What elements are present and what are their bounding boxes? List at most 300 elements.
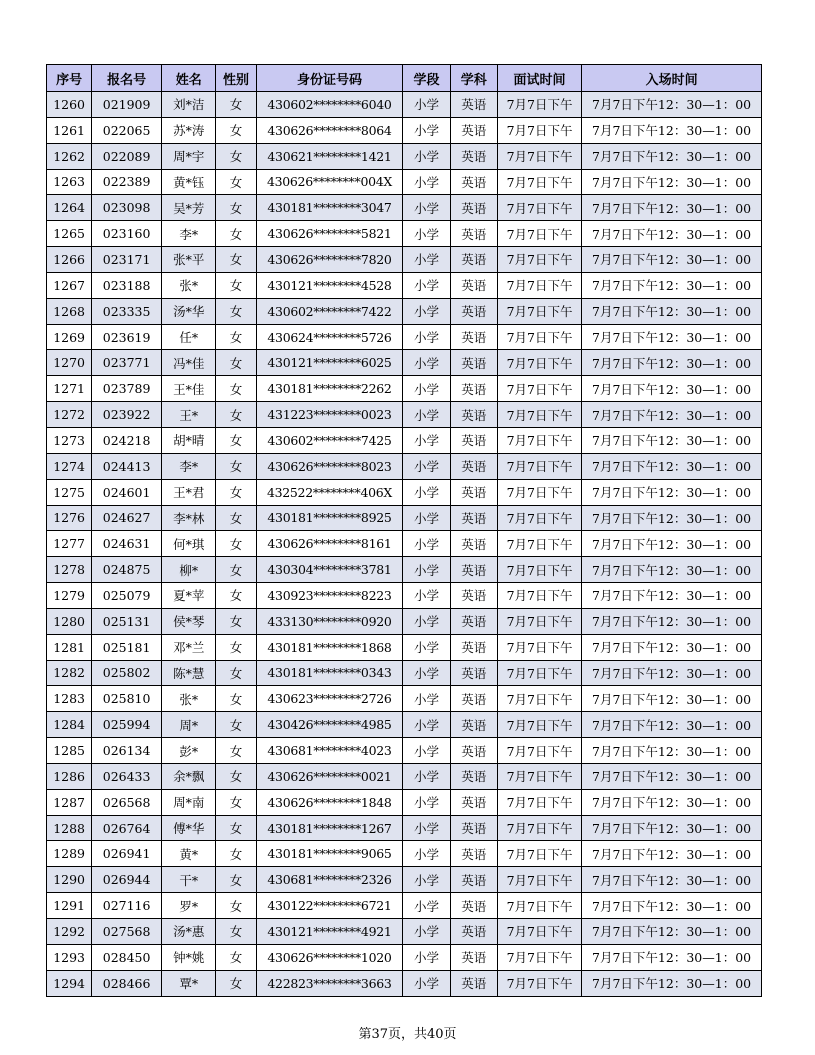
cell-gender: 女 bbox=[216, 221, 256, 247]
cell-subject: 英语 bbox=[450, 479, 497, 505]
cell-entry-time: 7月7日下午12：30—1：00 bbox=[582, 479, 762, 505]
cell-school-level: 小学 bbox=[403, 221, 450, 247]
cell-interview-time: 7月7日下午 bbox=[497, 763, 581, 789]
cell-name: 任* bbox=[162, 324, 216, 350]
cell-interview-time: 7月7日下午 bbox=[497, 531, 581, 557]
cell-reg-no: 028466 bbox=[92, 970, 162, 996]
cell-id-number: 430626********1020 bbox=[256, 944, 403, 970]
header-entry-time: 入场时间 bbox=[582, 65, 762, 92]
cell-entry-time: 7月7日下午12：30—1：00 bbox=[582, 660, 762, 686]
cell-seq: 1271 bbox=[47, 376, 92, 402]
cell-interview-time: 7月7日下午 bbox=[497, 453, 581, 479]
table-row bbox=[47, 712, 762, 738]
cell-id-number: 430626********8064 bbox=[256, 117, 403, 143]
cell-name: 覃* bbox=[162, 970, 216, 996]
cell-interview-time: 7月7日下午 bbox=[497, 583, 581, 609]
cell-id-number: 422823********3663 bbox=[256, 970, 403, 996]
cell-seq: 1263 bbox=[47, 169, 92, 195]
cell-id-number: 430602********6040 bbox=[256, 92, 403, 118]
cell-interview-time: 7月7日下午 bbox=[497, 867, 581, 893]
cell-reg-no: 025181 bbox=[92, 634, 162, 660]
cell-gender: 女 bbox=[216, 919, 256, 945]
cell-entry-time: 7月7日下午12：30—1：00 bbox=[582, 893, 762, 919]
table-row bbox=[47, 634, 762, 660]
table-row bbox=[47, 867, 762, 893]
cell-entry-time: 7月7日下午12：30—1：00 bbox=[582, 117, 762, 143]
cell-reg-no: 023619 bbox=[92, 324, 162, 350]
cell-reg-no: 025079 bbox=[92, 583, 162, 609]
cell-gender: 女 bbox=[216, 427, 256, 453]
cell-reg-no: 023922 bbox=[92, 402, 162, 428]
cell-entry-time: 7月7日下午12：30—1：00 bbox=[582, 841, 762, 867]
cell-gender: 女 bbox=[216, 92, 256, 118]
cell-name: 何*琪 bbox=[162, 531, 216, 557]
cell-reg-no: 027116 bbox=[92, 893, 162, 919]
cell-id-number: 430681********2326 bbox=[256, 867, 403, 893]
table-row bbox=[47, 169, 762, 195]
cell-name: 李* bbox=[162, 453, 216, 479]
cell-subject: 英语 bbox=[450, 634, 497, 660]
cell-entry-time: 7月7日下午12：30—1：00 bbox=[582, 350, 762, 376]
cell-reg-no: 024627 bbox=[92, 505, 162, 531]
cell-reg-no: 024413 bbox=[92, 453, 162, 479]
cell-interview-time: 7月7日下午 bbox=[497, 970, 581, 996]
header-reg-no: 报名号 bbox=[92, 65, 162, 92]
cell-interview-time: 7月7日下午 bbox=[497, 944, 581, 970]
cell-seq: 1289 bbox=[47, 841, 92, 867]
cell-id-number: 433130********0920 bbox=[256, 608, 403, 634]
header-row bbox=[47, 65, 762, 92]
table-row bbox=[47, 893, 762, 919]
cell-name: 冯*佳 bbox=[162, 350, 216, 376]
cell-reg-no: 028450 bbox=[92, 944, 162, 970]
cell-gender: 女 bbox=[216, 247, 256, 273]
cell-id-number: 430122********6721 bbox=[256, 893, 403, 919]
cell-interview-time: 7月7日下午 bbox=[497, 505, 581, 531]
table-row bbox=[47, 195, 762, 221]
cell-name: 汤*华 bbox=[162, 298, 216, 324]
cell-gender: 女 bbox=[216, 738, 256, 764]
cell-gender: 女 bbox=[216, 660, 256, 686]
cell-id-number: 430181********8925 bbox=[256, 505, 403, 531]
cell-gender: 女 bbox=[216, 195, 256, 221]
cell-seq: 1265 bbox=[47, 221, 92, 247]
cell-gender: 女 bbox=[216, 867, 256, 893]
cell-gender: 女 bbox=[216, 686, 256, 712]
table-row bbox=[47, 557, 762, 583]
cell-interview-time: 7月7日下午 bbox=[497, 298, 581, 324]
cell-school-level: 小学 bbox=[403, 944, 450, 970]
table-row bbox=[47, 92, 762, 118]
cell-school-level: 小学 bbox=[403, 117, 450, 143]
cell-school-level: 小学 bbox=[403, 583, 450, 609]
cell-interview-time: 7月7日下午 bbox=[497, 919, 581, 945]
cell-gender: 女 bbox=[216, 712, 256, 738]
cell-entry-time: 7月7日下午12：30—1：00 bbox=[582, 272, 762, 298]
cell-seq: 1261 bbox=[47, 117, 92, 143]
cell-id-number: 430626********004X bbox=[256, 169, 403, 195]
table-row bbox=[47, 583, 762, 609]
table-body bbox=[47, 92, 762, 997]
cell-subject: 英语 bbox=[450, 453, 497, 479]
cell-subject: 英语 bbox=[450, 350, 497, 376]
cell-name: 陈*慧 bbox=[162, 660, 216, 686]
header-id-number: 身份证号码 bbox=[256, 65, 403, 92]
cell-name: 刘*洁 bbox=[162, 92, 216, 118]
cell-name: 黄*钰 bbox=[162, 169, 216, 195]
cell-id-number: 430121********6025 bbox=[256, 350, 403, 376]
cell-interview-time: 7月7日下午 bbox=[497, 738, 581, 764]
cell-seq: 1293 bbox=[47, 944, 92, 970]
table-row bbox=[47, 272, 762, 298]
cell-school-level: 小学 bbox=[403, 402, 450, 428]
cell-seq: 1274 bbox=[47, 453, 92, 479]
table-row bbox=[47, 970, 762, 996]
table-row bbox=[47, 608, 762, 634]
cell-id-number: 430626********7820 bbox=[256, 247, 403, 273]
cell-interview-time: 7月7日下午 bbox=[497, 402, 581, 428]
cell-entry-time: 7月7日下午12：30—1：00 bbox=[582, 686, 762, 712]
cell-subject: 英语 bbox=[450, 763, 497, 789]
header-gender: 性别 bbox=[216, 65, 256, 92]
cell-subject: 英语 bbox=[450, 608, 497, 634]
cell-interview-time: 7月7日下午 bbox=[497, 634, 581, 660]
cell-school-level: 小学 bbox=[403, 143, 450, 169]
cell-subject: 英语 bbox=[450, 867, 497, 893]
table-row bbox=[47, 944, 762, 970]
cell-subject: 英语 bbox=[450, 143, 497, 169]
cell-interview-time: 7月7日下午 bbox=[497, 376, 581, 402]
cell-entry-time: 7月7日下午12：30—1：00 bbox=[582, 867, 762, 893]
cell-reg-no: 023789 bbox=[92, 376, 162, 402]
cell-subject: 英语 bbox=[450, 919, 497, 945]
cell-name: 柳* bbox=[162, 557, 216, 583]
cell-interview-time: 7月7日下午 bbox=[497, 608, 581, 634]
cell-reg-no: 023098 bbox=[92, 195, 162, 221]
cell-reg-no: 024631 bbox=[92, 531, 162, 557]
cell-school-level: 小学 bbox=[403, 247, 450, 273]
cell-reg-no: 026764 bbox=[92, 815, 162, 841]
table-row bbox=[47, 789, 762, 815]
cell-entry-time: 7月7日下午12：30—1：00 bbox=[582, 634, 762, 660]
table-row bbox=[47, 815, 762, 841]
cell-interview-time: 7月7日下午 bbox=[497, 117, 581, 143]
cell-reg-no: 026134 bbox=[92, 738, 162, 764]
cell-name: 侯*琴 bbox=[162, 608, 216, 634]
cell-gender: 女 bbox=[216, 789, 256, 815]
cell-school-level: 小学 bbox=[403, 531, 450, 557]
cell-id-number: 431223********0023 bbox=[256, 402, 403, 428]
cell-name: 邓*兰 bbox=[162, 634, 216, 660]
cell-seq: 1284 bbox=[47, 712, 92, 738]
cell-reg-no: 025802 bbox=[92, 660, 162, 686]
cell-seq: 1282 bbox=[47, 660, 92, 686]
cell-school-level: 小学 bbox=[403, 453, 450, 479]
cell-school-level: 小学 bbox=[403, 298, 450, 324]
cell-name: 傅*华 bbox=[162, 815, 216, 841]
cell-school-level: 小学 bbox=[403, 195, 450, 221]
cell-seq: 1277 bbox=[47, 531, 92, 557]
cell-subject: 英语 bbox=[450, 970, 497, 996]
cell-entry-time: 7月7日下午12：30—1：00 bbox=[582, 815, 762, 841]
cell-seq: 1285 bbox=[47, 738, 92, 764]
cell-name: 胡*晴 bbox=[162, 427, 216, 453]
cell-subject: 英语 bbox=[450, 944, 497, 970]
cell-interview-time: 7月7日下午 bbox=[497, 893, 581, 919]
cell-seq: 1288 bbox=[47, 815, 92, 841]
cell-seq: 1286 bbox=[47, 763, 92, 789]
cell-entry-time: 7月7日下午12：30—1：00 bbox=[582, 712, 762, 738]
cell-school-level: 小学 bbox=[403, 427, 450, 453]
header-subject: 学科 bbox=[450, 65, 497, 92]
cell-name: 张* bbox=[162, 686, 216, 712]
cell-gender: 女 bbox=[216, 298, 256, 324]
cell-entry-time: 7月7日下午12：30—1：00 bbox=[582, 557, 762, 583]
cell-entry-time: 7月7日下午12：30—1：00 bbox=[582, 531, 762, 557]
cell-subject: 英语 bbox=[450, 583, 497, 609]
cell-reg-no: 024218 bbox=[92, 427, 162, 453]
cell-seq: 1283 bbox=[47, 686, 92, 712]
cell-gender: 女 bbox=[216, 453, 256, 479]
cell-school-level: 小学 bbox=[403, 686, 450, 712]
cell-subject: 英语 bbox=[450, 247, 497, 273]
cell-entry-time: 7月7日下午12：30—1：00 bbox=[582, 143, 762, 169]
cell-name: 吴*芳 bbox=[162, 195, 216, 221]
cell-subject: 英语 bbox=[450, 169, 497, 195]
cell-entry-time: 7月7日下午12：30—1：00 bbox=[582, 92, 762, 118]
cell-subject: 英语 bbox=[450, 376, 497, 402]
cell-reg-no: 023771 bbox=[92, 350, 162, 376]
cell-subject: 英语 bbox=[450, 893, 497, 919]
cell-school-level: 小学 bbox=[403, 505, 450, 531]
cell-id-number: 430626********5821 bbox=[256, 221, 403, 247]
cell-seq: 1270 bbox=[47, 350, 92, 376]
cell-entry-time: 7月7日下午12：30—1：00 bbox=[582, 738, 762, 764]
cell-gender: 女 bbox=[216, 944, 256, 970]
cell-reg-no: 026568 bbox=[92, 789, 162, 815]
cell-seq: 1276 bbox=[47, 505, 92, 531]
cell-name: 苏*涛 bbox=[162, 117, 216, 143]
cell-id-number: 430121********4528 bbox=[256, 272, 403, 298]
cell-reg-no: 023335 bbox=[92, 298, 162, 324]
cell-interview-time: 7月7日下午 bbox=[497, 92, 581, 118]
cell-subject: 英语 bbox=[450, 712, 497, 738]
cell-seq: 1262 bbox=[47, 143, 92, 169]
cell-name: 钟*姚 bbox=[162, 944, 216, 970]
cell-id-number: 430181********3047 bbox=[256, 195, 403, 221]
cell-subject: 英语 bbox=[450, 272, 497, 298]
cell-id-number: 430681********4023 bbox=[256, 738, 403, 764]
cell-id-number: 430121********4921 bbox=[256, 919, 403, 945]
cell-gender: 女 bbox=[216, 583, 256, 609]
table-row bbox=[47, 402, 762, 428]
cell-name: 王* bbox=[162, 402, 216, 428]
cell-id-number: 432522********406X bbox=[256, 479, 403, 505]
cell-interview-time: 7月7日下午 bbox=[497, 557, 581, 583]
cell-subject: 英语 bbox=[450, 195, 497, 221]
cell-subject: 英语 bbox=[450, 841, 497, 867]
cell-subject: 英语 bbox=[450, 324, 497, 350]
table-row bbox=[47, 919, 762, 945]
cell-entry-time: 7月7日下午12：30—1：00 bbox=[582, 453, 762, 479]
cell-gender: 女 bbox=[216, 893, 256, 919]
table-row bbox=[47, 738, 762, 764]
cell-school-level: 小学 bbox=[403, 789, 450, 815]
cell-seq: 1268 bbox=[47, 298, 92, 324]
table-row bbox=[47, 117, 762, 143]
header-school-level: 学段 bbox=[403, 65, 450, 92]
cell-entry-time: 7月7日下午12：30—1：00 bbox=[582, 608, 762, 634]
cell-school-level: 小学 bbox=[403, 815, 450, 841]
table-row bbox=[47, 247, 762, 273]
cell-reg-no: 025810 bbox=[92, 686, 162, 712]
cell-entry-time: 7月7日下午12：30—1：00 bbox=[582, 324, 762, 350]
cell-id-number: 430623********2726 bbox=[256, 686, 403, 712]
cell-subject: 英语 bbox=[450, 557, 497, 583]
cell-subject: 英语 bbox=[450, 738, 497, 764]
cell-seq: 1287 bbox=[47, 789, 92, 815]
cell-entry-time: 7月7日下午12：30—1：00 bbox=[582, 221, 762, 247]
cell-seq: 1290 bbox=[47, 867, 92, 893]
cell-id-number: 430181********1267 bbox=[256, 815, 403, 841]
table-header bbox=[47, 65, 762, 92]
table-row bbox=[47, 298, 762, 324]
cell-id-number: 430621********1421 bbox=[256, 143, 403, 169]
cell-seq: 1279 bbox=[47, 583, 92, 609]
cell-subject: 英语 bbox=[450, 117, 497, 143]
table-row bbox=[47, 531, 762, 557]
cell-subject: 英语 bbox=[450, 815, 497, 841]
cell-interview-time: 7月7日下午 bbox=[497, 841, 581, 867]
cell-subject: 英语 bbox=[450, 660, 497, 686]
cell-school-level: 小学 bbox=[403, 970, 450, 996]
cell-entry-time: 7月7日下午12：30—1：00 bbox=[582, 763, 762, 789]
cell-subject: 英语 bbox=[450, 402, 497, 428]
cell-seq: 1281 bbox=[47, 634, 92, 660]
cell-name: 夏*苹 bbox=[162, 583, 216, 609]
cell-subject: 英语 bbox=[450, 427, 497, 453]
table-row bbox=[47, 763, 762, 789]
cell-gender: 女 bbox=[216, 970, 256, 996]
cell-entry-time: 7月7日下午12：30—1：00 bbox=[582, 427, 762, 453]
cell-gender: 女 bbox=[216, 531, 256, 557]
cell-name: 干* bbox=[162, 867, 216, 893]
cell-gender: 女 bbox=[216, 272, 256, 298]
cell-reg-no: 022389 bbox=[92, 169, 162, 195]
cell-subject: 英语 bbox=[450, 505, 497, 531]
table-row bbox=[47, 143, 762, 169]
table-row bbox=[47, 350, 762, 376]
cell-seq: 1280 bbox=[47, 608, 92, 634]
cell-name: 李* bbox=[162, 221, 216, 247]
cell-school-level: 小学 bbox=[403, 841, 450, 867]
cell-id-number: 430626********0021 bbox=[256, 763, 403, 789]
cell-interview-time: 7月7日下午 bbox=[497, 169, 581, 195]
candidate-table bbox=[46, 64, 762, 997]
cell-name: 李*林 bbox=[162, 505, 216, 531]
cell-reg-no: 026433 bbox=[92, 763, 162, 789]
cell-entry-time: 7月7日下午12：30—1：00 bbox=[582, 505, 762, 531]
cell-school-level: 小学 bbox=[403, 893, 450, 919]
cell-name: 王*佳 bbox=[162, 376, 216, 402]
cell-id-number: 430602********7425 bbox=[256, 427, 403, 453]
cell-reg-no: 023160 bbox=[92, 221, 162, 247]
cell-gender: 女 bbox=[216, 324, 256, 350]
cell-reg-no: 027568 bbox=[92, 919, 162, 945]
cell-name: 王*君 bbox=[162, 479, 216, 505]
cell-name: 余*飘 bbox=[162, 763, 216, 789]
cell-name: 汤*惠 bbox=[162, 919, 216, 945]
cell-reg-no: 026941 bbox=[92, 841, 162, 867]
cell-gender: 女 bbox=[216, 143, 256, 169]
cell-reg-no: 024875 bbox=[92, 557, 162, 583]
cell-interview-time: 7月7日下午 bbox=[497, 324, 581, 350]
header-seq: 序号 bbox=[47, 65, 92, 92]
cell-subject: 英语 bbox=[450, 221, 497, 247]
cell-interview-time: 7月7日下午 bbox=[497, 815, 581, 841]
cell-seq: 1275 bbox=[47, 479, 92, 505]
cell-gender: 女 bbox=[216, 376, 256, 402]
cell-school-level: 小学 bbox=[403, 376, 450, 402]
cell-gender: 女 bbox=[216, 841, 256, 867]
header-interview-time: 面试时间 bbox=[497, 65, 581, 92]
cell-seq: 1266 bbox=[47, 247, 92, 273]
cell-gender: 女 bbox=[216, 815, 256, 841]
cell-interview-time: 7月7日下午 bbox=[497, 195, 581, 221]
cell-subject: 英语 bbox=[450, 298, 497, 324]
table-row bbox=[47, 376, 762, 402]
cell-entry-time: 7月7日下午12：30—1：00 bbox=[582, 919, 762, 945]
cell-entry-time: 7月7日下午12：30—1：00 bbox=[582, 169, 762, 195]
cell-name: 周*宇 bbox=[162, 143, 216, 169]
cell-school-level: 小学 bbox=[403, 660, 450, 686]
cell-interview-time: 7月7日下午 bbox=[497, 686, 581, 712]
cell-seq: 1292 bbox=[47, 919, 92, 945]
cell-school-level: 小学 bbox=[403, 738, 450, 764]
cell-seq: 1269 bbox=[47, 324, 92, 350]
cell-reg-no: 022065 bbox=[92, 117, 162, 143]
cell-id-number: 430181********1868 bbox=[256, 634, 403, 660]
cell-subject: 英语 bbox=[450, 789, 497, 815]
cell-interview-time: 7月7日下午 bbox=[497, 143, 581, 169]
page-footer: 第37页，共40页 bbox=[358, 1027, 457, 1042]
cell-seq: 1260 bbox=[47, 92, 92, 118]
cell-school-level: 小学 bbox=[403, 92, 450, 118]
cell-interview-time: 7月7日下午 bbox=[497, 427, 581, 453]
cell-interview-time: 7月7日下午 bbox=[497, 247, 581, 273]
cell-school-level: 小学 bbox=[403, 479, 450, 505]
cell-school-level: 小学 bbox=[403, 634, 450, 660]
cell-reg-no: 021909 bbox=[92, 92, 162, 118]
cell-school-level: 小学 bbox=[403, 712, 450, 738]
cell-name: 黄* bbox=[162, 841, 216, 867]
cell-entry-time: 7月7日下午12：30—1：00 bbox=[582, 195, 762, 221]
cell-id-number: 430304********3781 bbox=[256, 557, 403, 583]
cell-entry-time: 7月7日下午12：30—1：00 bbox=[582, 789, 762, 815]
table-row bbox=[47, 686, 762, 712]
cell-interview-time: 7月7日下午 bbox=[497, 789, 581, 815]
cell-gender: 女 bbox=[216, 350, 256, 376]
cell-id-number: 430626********8023 bbox=[256, 453, 403, 479]
table-row bbox=[47, 453, 762, 479]
cell-seq: 1291 bbox=[47, 893, 92, 919]
cell-gender: 女 bbox=[216, 557, 256, 583]
cell-school-level: 小学 bbox=[403, 867, 450, 893]
cell-entry-time: 7月7日下午12：30—1：00 bbox=[582, 376, 762, 402]
cell-gender: 女 bbox=[216, 117, 256, 143]
cell-id-number: 430626********8161 bbox=[256, 531, 403, 557]
cell-school-level: 小学 bbox=[403, 350, 450, 376]
